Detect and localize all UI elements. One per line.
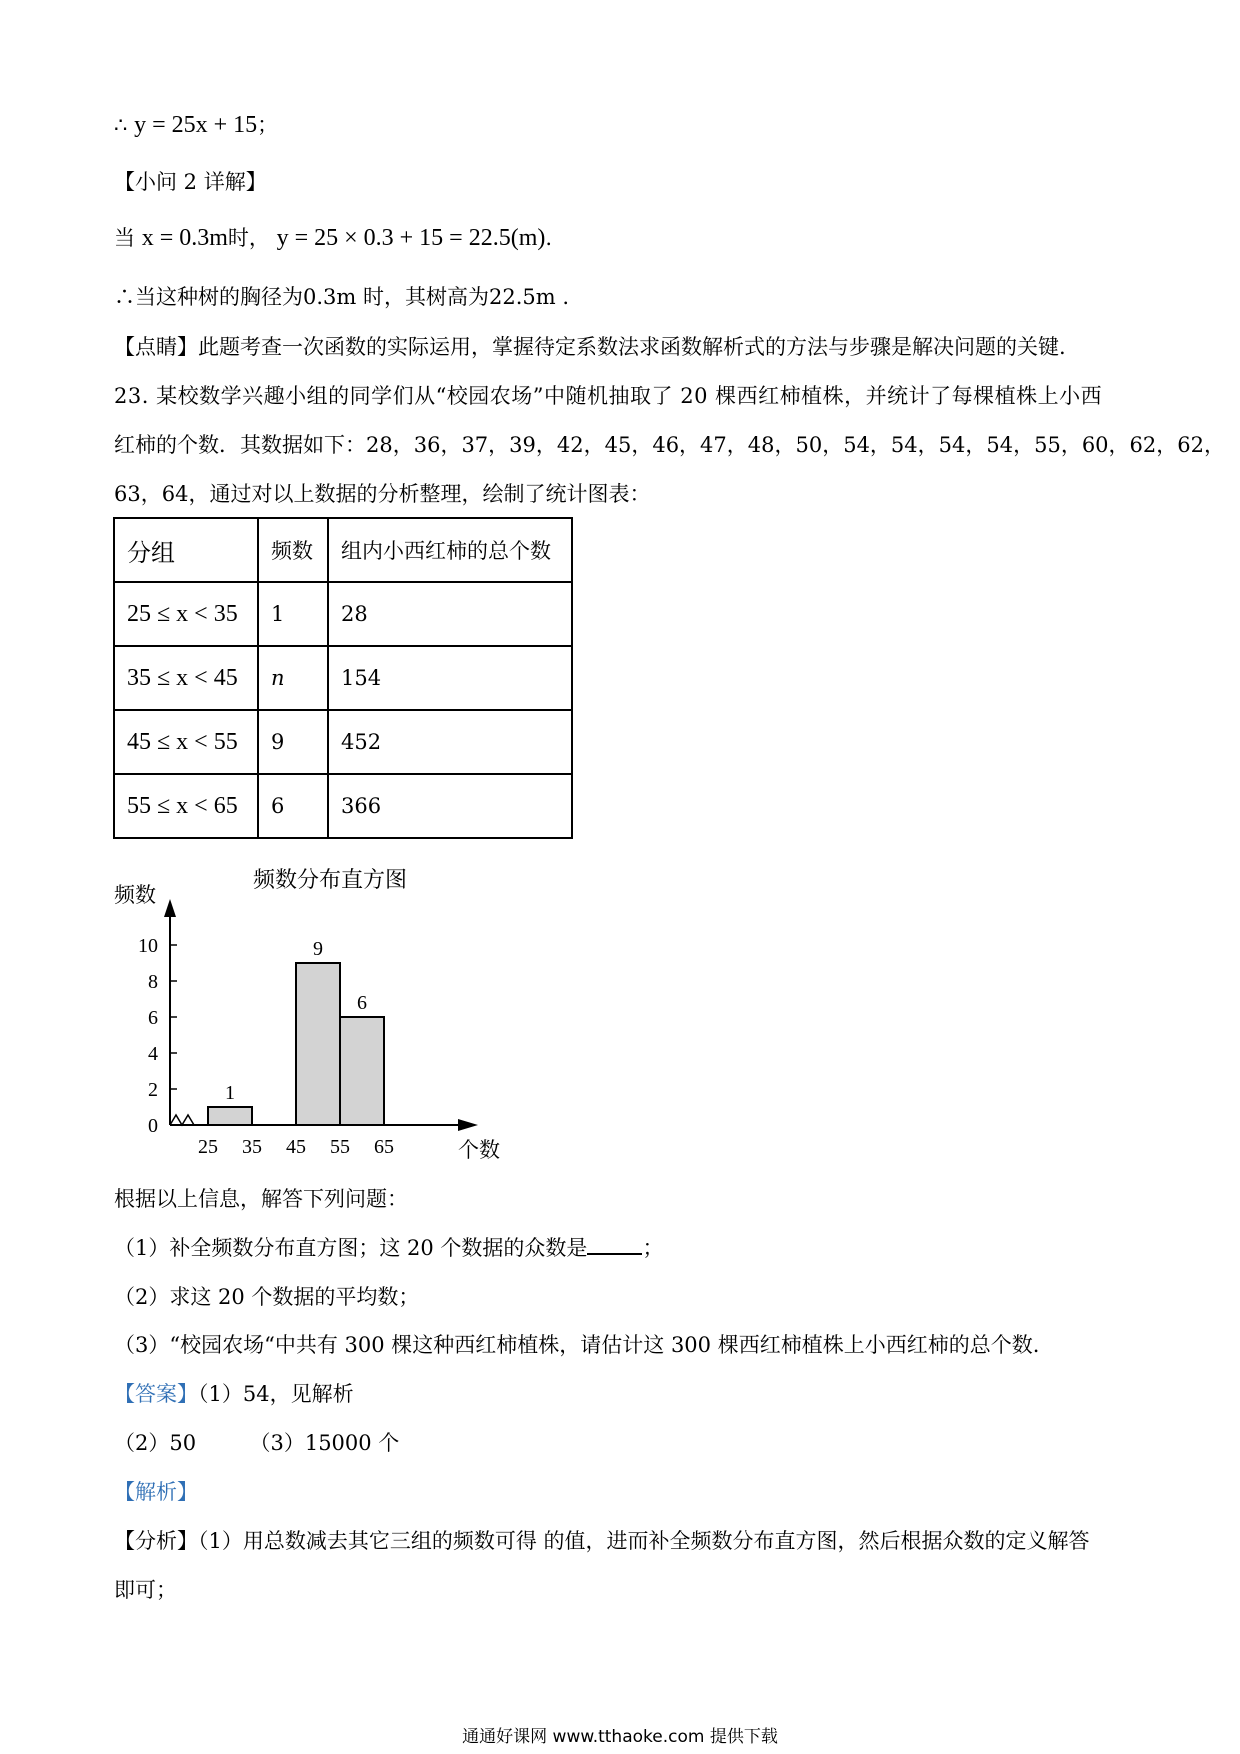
cell-freq: 1	[258, 582, 328, 646]
answer-label: 【答案】	[114, 1382, 198, 1406]
answer-2: （2）50	[114, 1431, 197, 1455]
frequency-histogram	[100, 855, 520, 1165]
x-axis-label: 个数	[458, 1138, 500, 1162]
cell-freq	[258, 646, 328, 710]
header-freq: 频数	[258, 518, 328, 582]
solution-line-4: ∴当这种树的胸径为0.3m 时，其树高为22.5m .	[114, 285, 570, 309]
y-tick-label: 4	[148, 1043, 158, 1065]
y-tick-label: 10	[138, 935, 158, 957]
cell-freq: 9	[258, 710, 328, 774]
chart-title: 频数分布直方图	[252, 867, 408, 892]
cell-group: 45 ≤ x < 55	[114, 710, 258, 774]
text: 时，	[227, 226, 270, 250]
problem-23-line-1: 23. 某校数学兴趣小组的同学们从“校园农场”中随机抽取了 20 棵西红柿植株，并统计了每棵植株上小西	[114, 384, 1103, 408]
cell-total: 366	[328, 774, 572, 838]
y-tick-label: 8	[148, 971, 158, 993]
analysis-line-2: 即可；	[114, 1578, 177, 1602]
table-header-row	[114, 518, 572, 582]
bar-value-label: 6	[357, 992, 367, 1014]
cell-total: 452	[328, 710, 572, 774]
problem-23-line-3: 63，64，通过对以上数据的分析整理，绘制了统计图表：	[114, 482, 651, 506]
y-axis-label: 频数	[114, 883, 156, 907]
answer-line-2	[114, 1428, 399, 1458]
x-tick-label: 35	[242, 1136, 262, 1158]
bar-value-label: 1	[225, 1082, 235, 1104]
punctuation: ；	[642, 1236, 664, 1260]
table-row	[114, 710, 572, 774]
x-tick-label: 55	[330, 1136, 350, 1158]
question-1	[114, 1233, 663, 1263]
cell-group: 25 ≤ x < 35	[114, 582, 258, 646]
table-row	[114, 646, 572, 710]
x-tick-label: 65	[374, 1136, 394, 1158]
question-2: （2）求这 20 个数据的平均数；	[114, 1285, 420, 1309]
dianjing-line: 【点睛】此题考查一次函数的实际运用，掌握待定系数法求函数解析式的方法与步骤是解决问题的关键.	[114, 335, 1066, 359]
table-row	[114, 774, 572, 838]
answer-1: （1）54，见解析	[198, 1382, 354, 1406]
text: 当	[114, 226, 135, 250]
cell-group: 55 ≤ x < 65	[114, 774, 258, 838]
y-tick-label: 6	[148, 1007, 158, 1029]
therefore-symbol: ∴	[114, 113, 128, 137]
histogram-bar	[296, 963, 340, 1125]
page-footer: 通通好课网 www.tthaoke.com 提供下载	[462, 1727, 778, 1747]
punctuation: .	[545, 226, 553, 250]
solution-line-3	[114, 223, 552, 253]
x-tick-label: 45	[286, 1136, 306, 1158]
bars	[208, 938, 384, 1125]
histogram-bar	[340, 1017, 384, 1125]
variable-n: n	[271, 666, 285, 690]
axis-break	[170, 1115, 194, 1125]
punctuation: ；	[257, 113, 279, 137]
cell-total: 28	[328, 582, 572, 646]
header-group: 分组	[114, 518, 258, 582]
equation: y = 25 × 0.3 + 15 = 22.5(m)	[276, 225, 546, 251]
cell-group: 35 ≤ x < 45	[114, 646, 258, 710]
y-axis-arrow	[164, 899, 176, 917]
analysis-label: 【解析】	[114, 1480, 198, 1504]
frequency-table	[113, 517, 573, 839]
question-1-text: （1）补全频数分布直方图；这 20 个数据的众数是	[114, 1236, 588, 1260]
question-3: （3）“校园农场“中共有 300 棵这种西红柿植株，请估计这 300 棵西红柿植株上小西红柿的总个数.	[114, 1333, 1040, 1357]
problem-23-line-2: 红柿的个数．其数据如下：28，36，37，39，42，45，46，47，48，50，54，54，54，54，55，60，62，62，	[114, 433, 1225, 457]
bar-value-label: 9	[313, 938, 323, 960]
analysis-line-1: 【分析】（1）用总数减去其它三组的频数可得 的值，进而补全频数分布直方图，然后根据众数的定义解答	[114, 1529, 1090, 1553]
histogram-bar	[208, 1107, 252, 1125]
y-tick-label: 2	[148, 1079, 158, 1101]
equation: y = 25x + 15	[134, 112, 258, 138]
y-tick-label: 0	[148, 1115, 158, 1137]
answer-line-1	[114, 1379, 354, 1409]
x-tick-label: 25	[198, 1136, 218, 1158]
x-axis-arrow	[458, 1119, 478, 1131]
table-row	[114, 582, 572, 646]
subquestion-heading: 【小问 2 详解】	[114, 170, 267, 194]
cell-total: 154	[328, 646, 572, 710]
solution-line-1	[114, 110, 278, 140]
header-total: 组内小西红柿的总个数	[328, 518, 572, 582]
answer-blank	[587, 1233, 642, 1255]
cell-freq: 6	[258, 774, 328, 838]
answer-3: （3）15000 个	[249, 1431, 400, 1455]
questions-intro: 根据以上信息，解答下列问题：	[114, 1187, 408, 1211]
equation: x = 0.3m	[141, 225, 228, 251]
